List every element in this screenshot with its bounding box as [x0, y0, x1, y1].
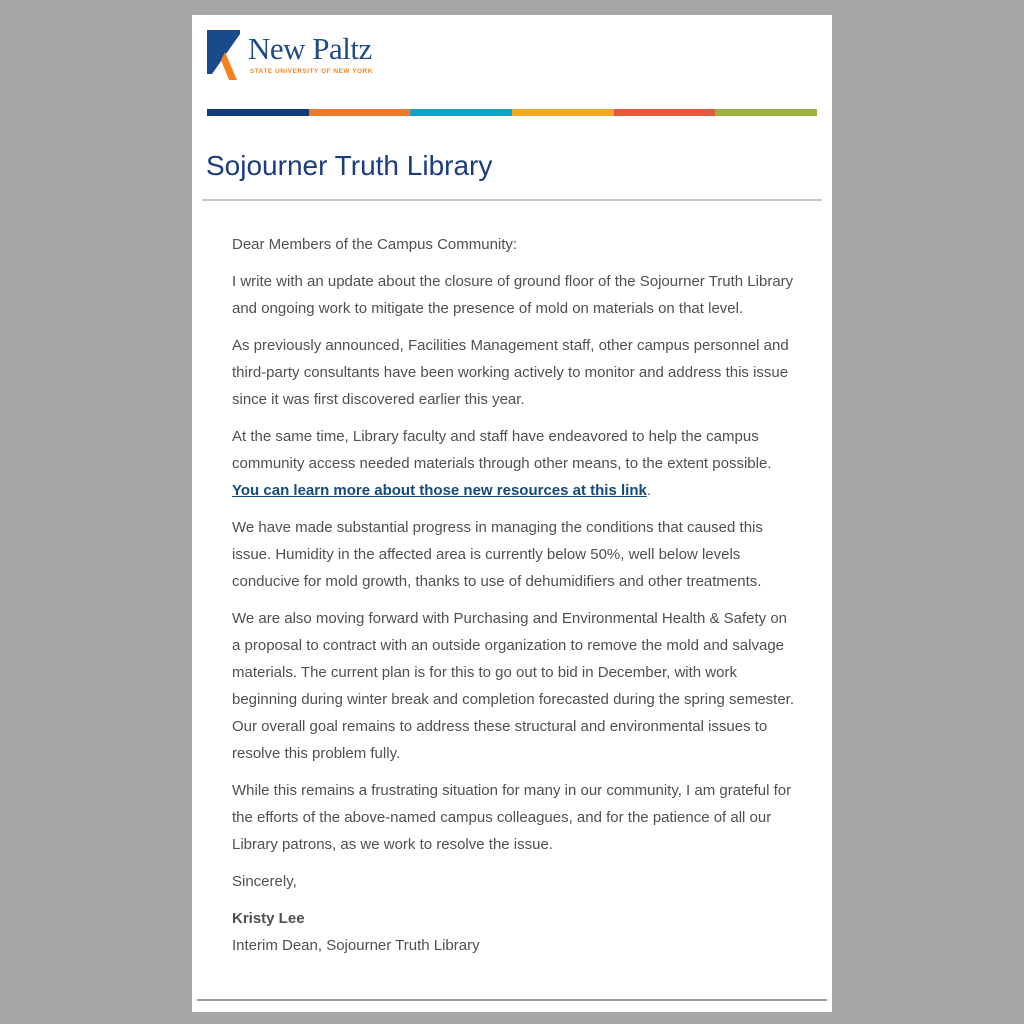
signature-title: Interim Dean, Sojourner Truth Library [232, 937, 480, 954]
color-segment [207, 109, 309, 116]
color-segment [512, 109, 614, 116]
paragraph [232, 423, 798, 504]
paragraph: We are also moving forward with Purchasing and Environmental Health & Safety on a proposal to contract with an outside organization to remove the mold and salvage materials. The current plan is for this to go out to bid in December, with work beginning during winter break and completion forecasted during the spring semester. Our overall goal remains to address these structural and environmental issues to resolve this problem fully. [232, 610, 795, 762]
logo-subtitle: STATE UNIVERSITY OF NEW YORK [250, 68, 373, 75]
paragraph-end: . [646, 482, 652, 499]
divider [202, 199, 822, 201]
resources-link[interactable]: You can learn more about those new resources at this link [232, 482, 647, 499]
logo-name: New Paltz [248, 31, 372, 66]
salutation: Dear Members of the Campus Community: [232, 236, 518, 253]
closing: Sincerely, [232, 873, 297, 890]
signature [232, 905, 798, 959]
letter-body [232, 231, 798, 959]
paragraph: We have made substantial progress in managing the conditions that caused this issue. Humidity in the affected area is currently below 50%, well below levels conducive for mold growth, thanks to use of dehumidifiers and other treatments. [232, 519, 763, 590]
color-segment [614, 109, 716, 116]
signature-name: Kristy Lee [232, 910, 305, 927]
new-paltz-logo[interactable] [207, 30, 387, 82]
page-title: Sojourner Truth Library [206, 150, 493, 181]
email-page [192, 15, 832, 1012]
footer-divider [197, 999, 827, 1001]
color-segment [309, 109, 411, 116]
paragraph-text: At the same time, Library faculty and staff have endeavored to help the campus community access needed materials through other means, to the extent possible. [232, 428, 772, 472]
color-bar [207, 109, 817, 116]
paragraph: While this remains a frustrating situation for many in our community, I am grateful for the efforts of the above-named campus colleagues, and for the patience of all our Library patrons, as we work to resolve the issue. [232, 782, 792, 853]
paragraph: I write with an update about the closure of ground floor of the Sojourner Truth Library and ongoing work to mitigate the presence of mold on materials on that level. [232, 273, 794, 317]
new-paltz-logo-mark-icon [207, 30, 241, 80]
color-segment [715, 109, 817, 116]
paragraph: As previously announced, Facilities Management staff, other campus personnel and third-party consultants have been working actively to monitor and address this issue since it was first discovered earlier this year. [232, 337, 789, 408]
color-segment [410, 109, 512, 116]
